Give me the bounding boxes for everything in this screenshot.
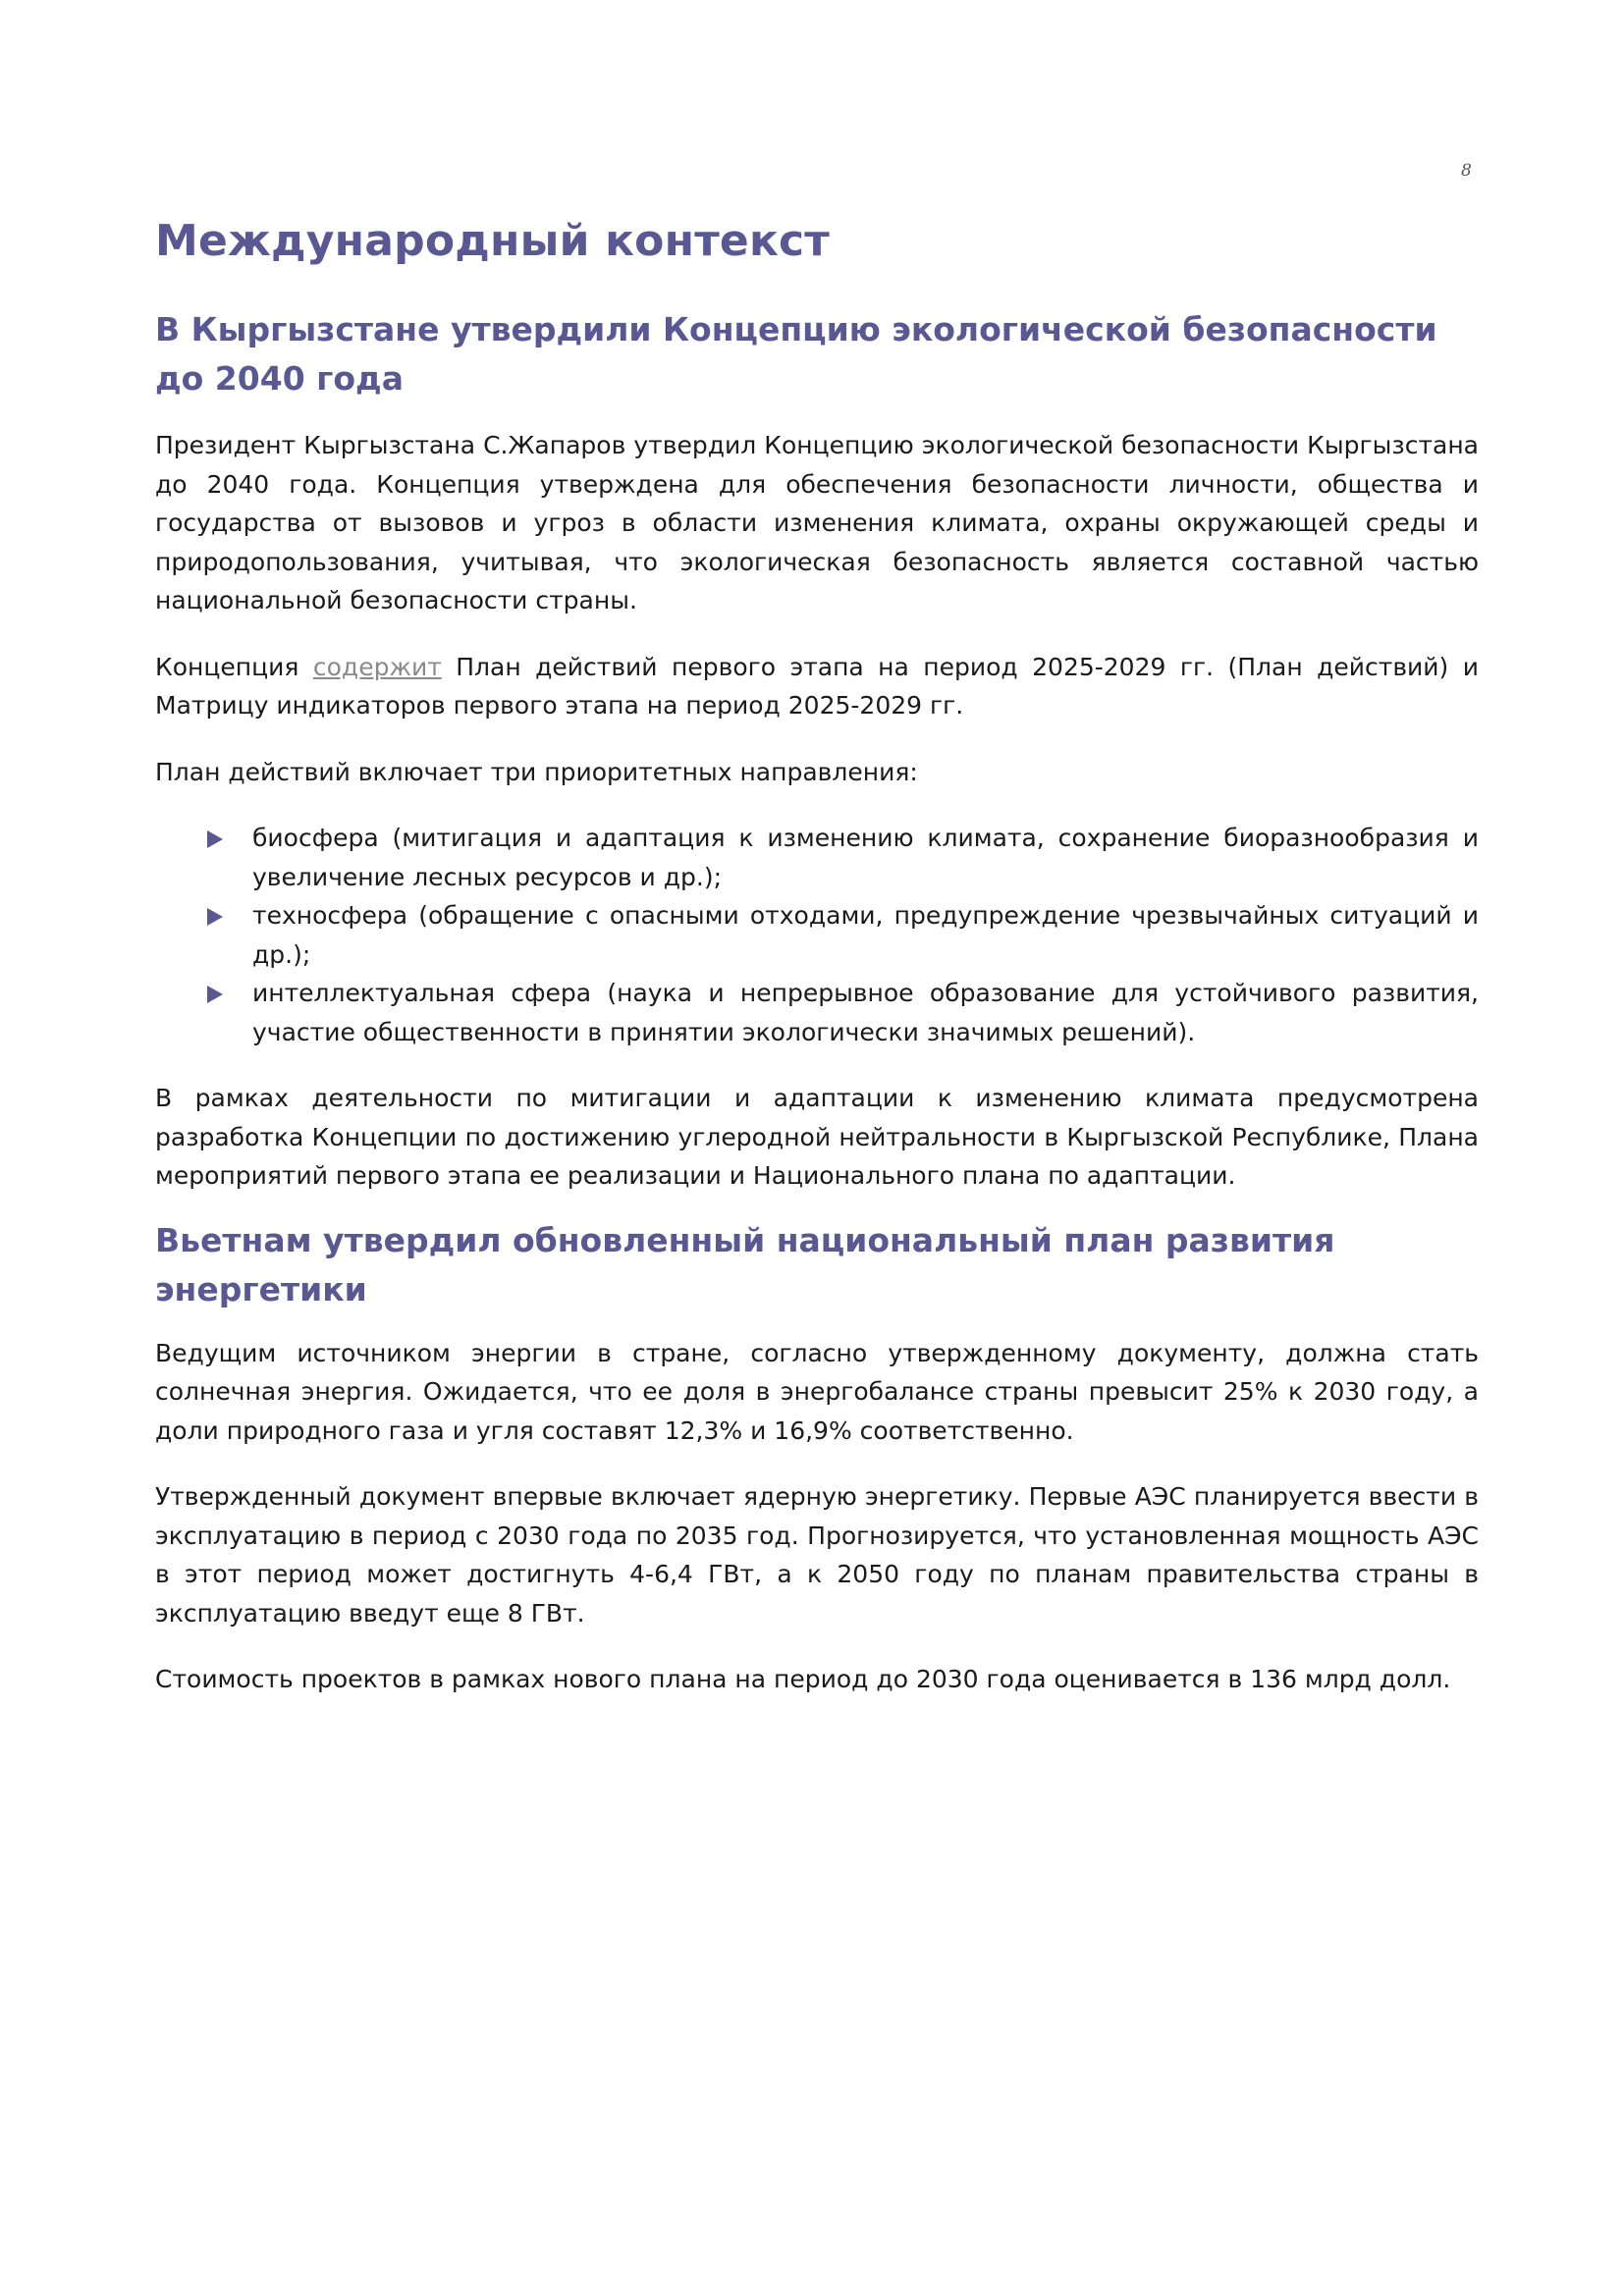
section-heading-kyrgyzstan: В Кыргызстане утвердили Концепцию экологической безопасности до 2040 года — [155, 310, 1437, 398]
list-item-text: интеллектуальная сфера (наука и непрерывное образование для устойчивого развития, участие общественности в принятии экологически значимых решений). — [252, 979, 1479, 1046]
list-item — [252, 896, 1479, 974]
triangle-right-icon — [207, 830, 223, 848]
triangle-right-icon — [207, 908, 223, 926]
paragraph: В рамках деятельности по митигации и адаптации к изменению климата предусмотрена разработка Концепции по достижению углеродной нейтральности в Кыргызской Республике, Плана мероприятий первого этапа ее реализации и Национального плана по адаптации. — [155, 1084, 1479, 1190]
page-title: Международный контекст — [155, 216, 831, 266]
paragraph: План действий включает три приоритетных направления: — [155, 757, 918, 786]
page-number: 8 — [1461, 161, 1472, 181]
text-span: План действий первого этапа на период 2025-2029 гг. (План действий) и Матрицу индикаторов первого этапа на период 2025-2029 гг. — [155, 652, 1479, 720]
paragraph: Ведущим источником энергии в стране, согласно утвержденному документу, должна стать солнечная энергия. Ожидается, что ее доля в энергобалансе страны превысит 25% к 2030 году, а доли природного газа и угля составят 12,3% и 16,9% соответственно. — [155, 1338, 1479, 1445]
paragraph: Утвержденный документ впервые включает ядерную энергетику. Первые АЭС планируется ввести в эксплуатацию в период с 2030 года по 2035 год. Прогнозируется, что установленная мощность АЭС в этот период может достигнуть 4-6,4 ГВт, а к 2050 году по планам правительства страны в эксплуатацию введут еще 8 ГВт. — [155, 1482, 1479, 1628]
contains-link[interactable]: содержит — [312, 652, 442, 681]
text-span: Концепция — [155, 652, 313, 681]
list-item — [252, 819, 1479, 896]
paragraph: Президент Кыргызстана С.Жапаров утвердил Концепцию экологической безопасности Кыргызстана до 2040 года. Концепция утверждена для обеспечения безопасности личности, общества и государства от вызовов и угроз в области изменения климата, охраны окружающей среды и природопользования, учитывая, что экологическая безопасность является составной частью национальной безопасности страны. — [155, 431, 1479, 614]
priority-list — [155, 819, 1479, 1051]
paragraph-with-link — [155, 648, 1479, 725]
document-body — [155, 206, 1479, 1699]
list-item-text: биосфера (митигация и адаптация к изменению климата, сохранение биоразнообразия и увеличение лесных ресурсов и др.); — [252, 824, 1479, 891]
triangle-right-icon — [207, 986, 223, 1003]
list-item-text: техносфера (обращение с опасными отходами, предупреждение чрезвычайных ситуаций и др.); — [252, 901, 1479, 969]
paragraph: Стоимость проектов в рамках нового плана на период до 2030 года оценивается в 136 млрд долл. — [155, 1665, 1451, 1693]
section-heading-vietnam: Вьетнам утвердил обновленный национальный план развития энергетики — [155, 1220, 1335, 1308]
list-item — [252, 974, 1479, 1051]
